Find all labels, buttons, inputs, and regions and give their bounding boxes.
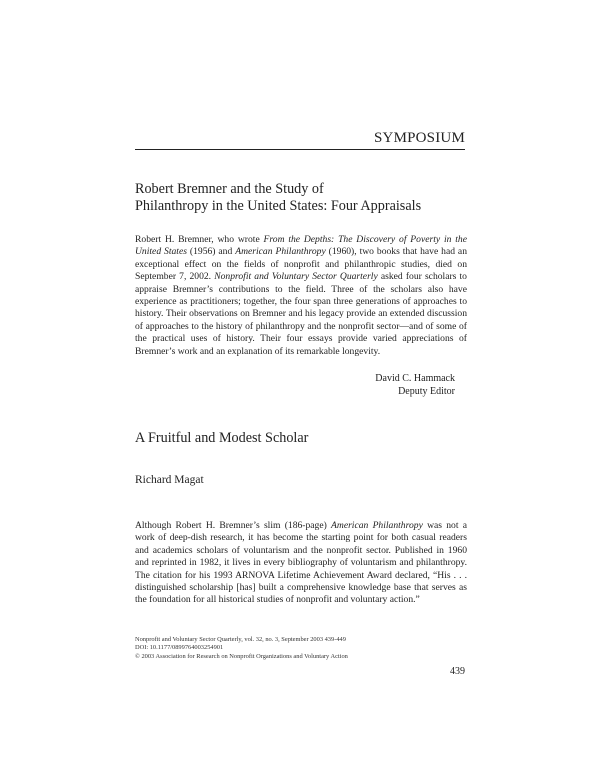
- page-number: 439: [450, 666, 465, 677]
- intro-text-1: Robert H. Bremner, who wrote: [135, 234, 264, 245]
- heading-rule: [135, 149, 465, 150]
- intro-text-4: asked four scholars to appraise Bremner’s contributions to the field. Three of the scholars also have experience as practitioners; together, the four span three generations of approaches to history. Their observations on Bremner and his legacy provide an extended discussion of approaches to the history of philanthropy and the nonprofit sector—and of some of the practical uses of history. Their four essays provide varied appreciations of Bremner’s work and an explanation of its remarkable longevity.: [135, 271, 467, 357]
- editor-name: David C. Hammack: [375, 373, 455, 384]
- journal-citation: Nonprofit and Voluntary Sector Quarterly, vol. 32, no. 3, September 2003 439-449: [135, 636, 346, 643]
- essay-author: Richard Magat: [135, 474, 204, 486]
- essay-text-2: was not a work of deep-dish research, it has become the starting point for both casual readers and academics scholars of voluntarism and the nonprofit sector. Published in 1960 and reprinted in 1982, it lives in every bibliography of voluntarism and philanthropy. The citation for his 1993 ARNOVA Lifetime Achievement Award declared, “His . . . distinguished scholarship [has] built a comprehensive knowledge base that serves as the foundation for all historical studies of nonprofit and voluntary action.”: [135, 520, 467, 606]
- essay-title: A Fruitful and Modest Scholar: [135, 430, 309, 446]
- essay-paragraph: [135, 520, 467, 607]
- intro-journal-title: Nonprofit and Voluntary Sector Quarterly: [214, 271, 378, 283]
- article-title: [135, 181, 475, 215]
- editor-signature: [300, 372, 455, 398]
- copyright: © 2003 Association for Research on Nonprofit Organizations and Voluntary Action: [135, 652, 348, 660]
- citation-footer: [135, 636, 467, 661]
- essay-book-title: American Philanthropy: [331, 520, 423, 531]
- article-title-line-2: Philanthropy in the United States: Four Appraisals: [135, 198, 422, 214]
- essay-text-1: Although Robert H. Bremner’s slim (186-page): [135, 520, 332, 531]
- section-heading: SYMPOSIUM: [374, 130, 465, 146]
- editor-role: Deputy Editor: [398, 386, 455, 397]
- doi: DOI: 10.1177/0899764003254901: [135, 644, 224, 652]
- intro-book-title-1: From the Depths: The Discovery of Poverty in the United States: [135, 234, 467, 258]
- article-title-line-1: Robert Bremner and the Study of: [135, 181, 324, 197]
- intro-text-3: (1960), two books that have had an exceptional effect on the fields of nonprofit and philanthropic studies, died on September 7, 2002.: [135, 246, 467, 283]
- intro-paragraph: [135, 234, 467, 358]
- intro-book-title-2: American Philanthropy: [235, 246, 326, 258]
- intro-text-2: (1956) and: [186, 246, 236, 258]
